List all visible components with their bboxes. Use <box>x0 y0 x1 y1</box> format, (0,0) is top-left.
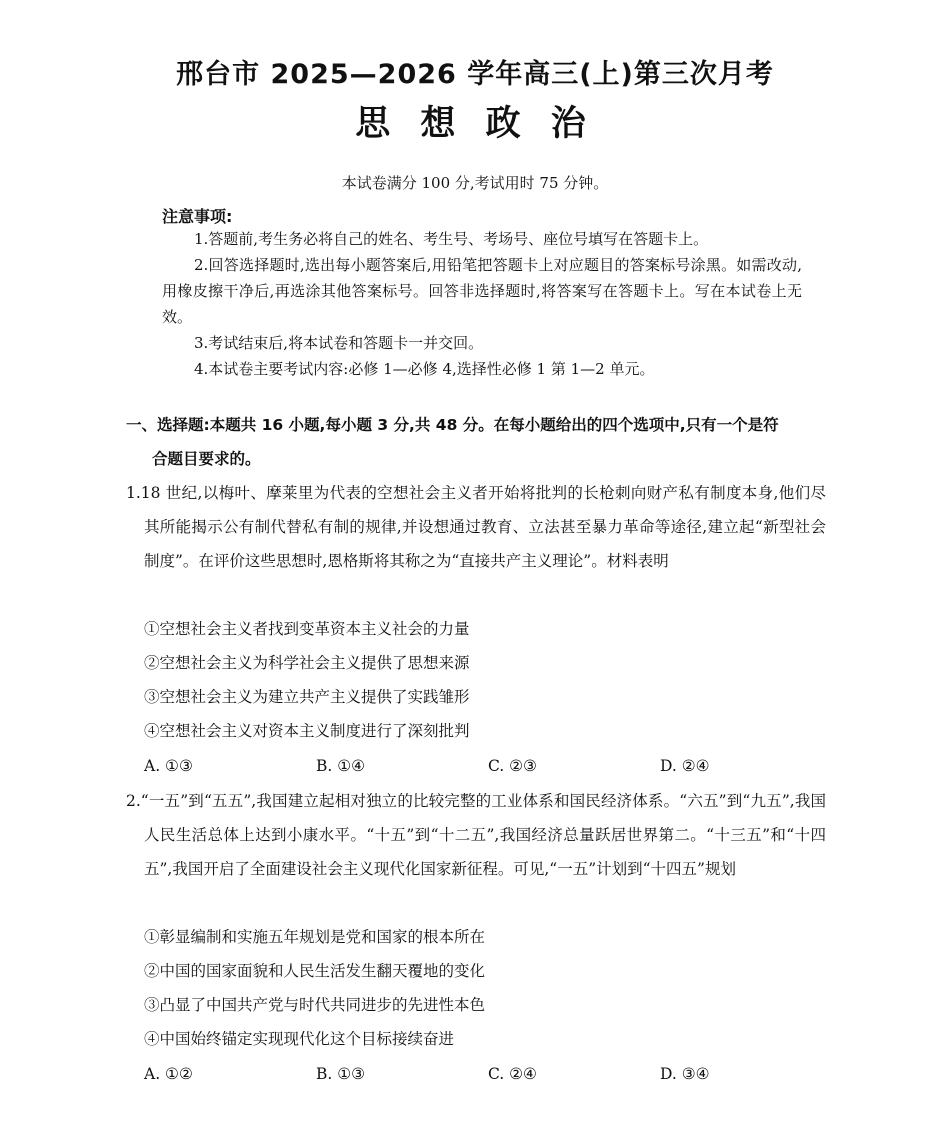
exam-title: 邢台市 2025—2026 学年高三(上)第三次月考 <box>176 59 774 90</box>
question-2-option-1: ①彰显编制和实施五年规划是党和国家的根本所在 <box>144 928 486 946</box>
notice-item-3: 3.考试结束后,将本试卷和答题卡一并交回。 <box>194 334 484 352</box>
question-1-choice-a[interactable]: A. ①③ <box>144 757 193 775</box>
question-2-option-3: ③凸显了中国共产党与时代共同进步的先进性本色 <box>144 996 486 1014</box>
question-text: 18 世纪,以梅叶、摩莱里为代表的空想社会主义者开始将批判的长枪刺向财产私有制度本身,他们尽其所能揭示公有制代替私有制的规律,并设想通过教育、立法甚至暴力革命等途径,建立起“新型社会制度”。在评价这些思想时,恩格斯将其称之为“直接共产主义理论”。材料表明 <box>140 484 826 570</box>
question-2-choice-b[interactable]: B. ①③ <box>316 1065 366 1083</box>
question-number: 1. <box>126 484 141 502</box>
section-heading-line2: 合题目要求的。 <box>152 450 261 468</box>
notice-item-2: 2.回答选择题时,选出每小题答案后,用铅笔把答题卡上对应题目的答案标号涂黑。如需改动,用橡皮擦干净后,再选涂其他答案标号。回答非选择题时,将答案写在答题卡上。写在本试卷上无效。 <box>162 256 802 326</box>
section-heading <box>126 408 826 476</box>
subject-title: 思 想 政 治 <box>355 104 595 144</box>
question-1-choice-b[interactable]: B. ①④ <box>316 757 366 775</box>
question-number: 2. <box>126 792 141 810</box>
question-1-stem <box>126 476 826 578</box>
question-2-choice-a[interactable]: A. ①② <box>144 1065 193 1083</box>
question-2-choice-c[interactable]: C. ②④ <box>488 1065 537 1083</box>
question-text: “一五”到“五五”,我国建立起相对独立的比较完整的工业体系和国民经济体系。“六五”到“九五”,我国人民生活总体上达到小康水平。“十五”到“十二五”,我国经济总量跃居世界第二。“十三五”和“十四五”,我国开启了全面建设社会主义现代化国家新征程。可见,“一五”计划到“十四五”规划 <box>140 792 826 878</box>
question-1-option-2: ②空想社会主义为科学社会主义提供了思想来源 <box>144 654 470 672</box>
question-2-choice-d[interactable]: D. ③④ <box>660 1065 710 1083</box>
question-1-option-1: ①空想社会主义者找到变革资本主义社会的力量 <box>144 620 470 638</box>
question-1-choice-c[interactable]: C. ②③ <box>488 757 537 775</box>
question-2-option-4: ④中国始终锚定实现现代化这个目标接续奋进 <box>144 1030 455 1048</box>
question-2-stem <box>126 784 826 886</box>
question-1-option-4: ④空想社会主义对资本主义制度进行了深刻批判 <box>144 722 470 740</box>
exam-note: 本试卷满分 100 分,考试用时 75 分钟。 <box>341 174 609 192</box>
question-1-option-3: ③空想社会主义为建立共产主义提供了实践雏形 <box>144 688 470 706</box>
notice-item-1: 1.答题前,考生务必将自己的姓名、考生号、考场号、座位号填写在答题卡上。 <box>194 230 709 248</box>
notice-heading: 注意事项: <box>162 207 233 226</box>
notice-item-4: 4.本试卷主要考试内容:必修 1—必修 4,选择性必修 1 第 1—2 单元。 <box>194 360 655 378</box>
question-2-option-2: ②中国的国家面貌和人民生活发生翻天覆地的变化 <box>144 962 486 980</box>
question-1-choice-d[interactable]: D. ②④ <box>660 757 710 775</box>
section-heading-line1: 一、选择题:本题共 16 小题,每小题 3 分,共 48 分。在每小题给出的四个选项中,只有一个是符 <box>126 416 779 434</box>
